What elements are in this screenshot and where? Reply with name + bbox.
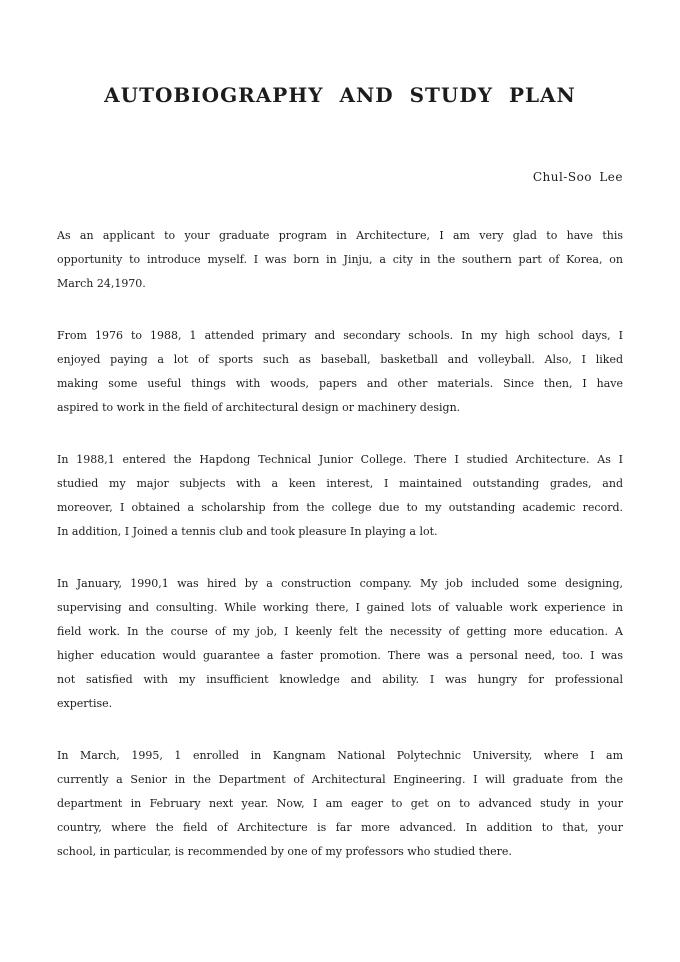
text-line: supervising and consulting. While working there, I gained lots of valuable work experience in xyxy=(57,601,623,614)
text-line: aspired to work in the field of architectural design or machinery design. xyxy=(57,401,461,414)
text-line: From 1976 to 1988, 1 attended primary and secondary schools. In my high school days, I xyxy=(57,329,623,342)
text-line: not satisfied with my insufficient knowledge and ability. I was hungry for professional xyxy=(57,673,623,686)
paragraph xyxy=(57,572,623,716)
text-line: March 24,1970. xyxy=(57,277,146,290)
text-line: making some useful things with woods, papers and other materials. Since then, I have xyxy=(57,377,623,390)
text-line: field work. In the course of my job, I keenly felt the necessity of getting more education. A xyxy=(57,625,623,638)
paragraph xyxy=(57,448,623,544)
text-line: In 1988,1 entered the Hapdong Technical Junior College. There I studied Architecture. As I xyxy=(57,453,623,466)
text-line: expertise. xyxy=(57,697,113,710)
document-body xyxy=(57,224,623,864)
text-line: enjoyed paying a lot of sports such as baseball, basketball and volleyball. Also, I liked xyxy=(57,353,623,366)
text-line: currently a Senior in the Department of Architectural Engineering. I will graduate from the xyxy=(57,773,623,786)
text-line: country, where the field of Architecture is far more advanced. In addition to that, your xyxy=(57,821,623,834)
text-line: department in February next year. Now, I am eager to get on to advanced study in your xyxy=(57,797,623,810)
page-title: AUTOBIOGRAPHY AND STUDY PLAN xyxy=(104,83,576,107)
author-name: Chul-Soo Lee xyxy=(532,170,623,184)
text-line: moreover, I obtained a scholarship from the college due to my outstanding academic record. xyxy=(57,501,623,514)
text-line: In addition, I Joined a tennis club and took pleasure In playing a lot. xyxy=(57,525,438,538)
paragraph xyxy=(57,744,623,864)
text-line: In January, 1990,1 was hired by a construction company. My job included some designing, xyxy=(57,577,623,590)
text-line: school, in particular, is recommended by one of my professors who studied there. xyxy=(57,845,512,858)
text-line: As an applicant to your graduate program in Architecture, I am very glad to have this xyxy=(57,229,623,242)
text-line: In March, 1995, 1 enrolled in Kangnam National Polytechnic University, where I am xyxy=(57,749,623,762)
paragraph xyxy=(57,324,623,420)
text-line: studied my major subjects with a keen interest, I maintained outstanding grades, and xyxy=(57,477,623,490)
text-line: higher education would guarantee a faster promotion. There was a personal need, too. I was xyxy=(57,649,623,662)
paragraph xyxy=(57,224,623,296)
text-line: opportunity to introduce myself. I was born in Jinju, a city in the southern part of Korea, on xyxy=(57,253,623,266)
